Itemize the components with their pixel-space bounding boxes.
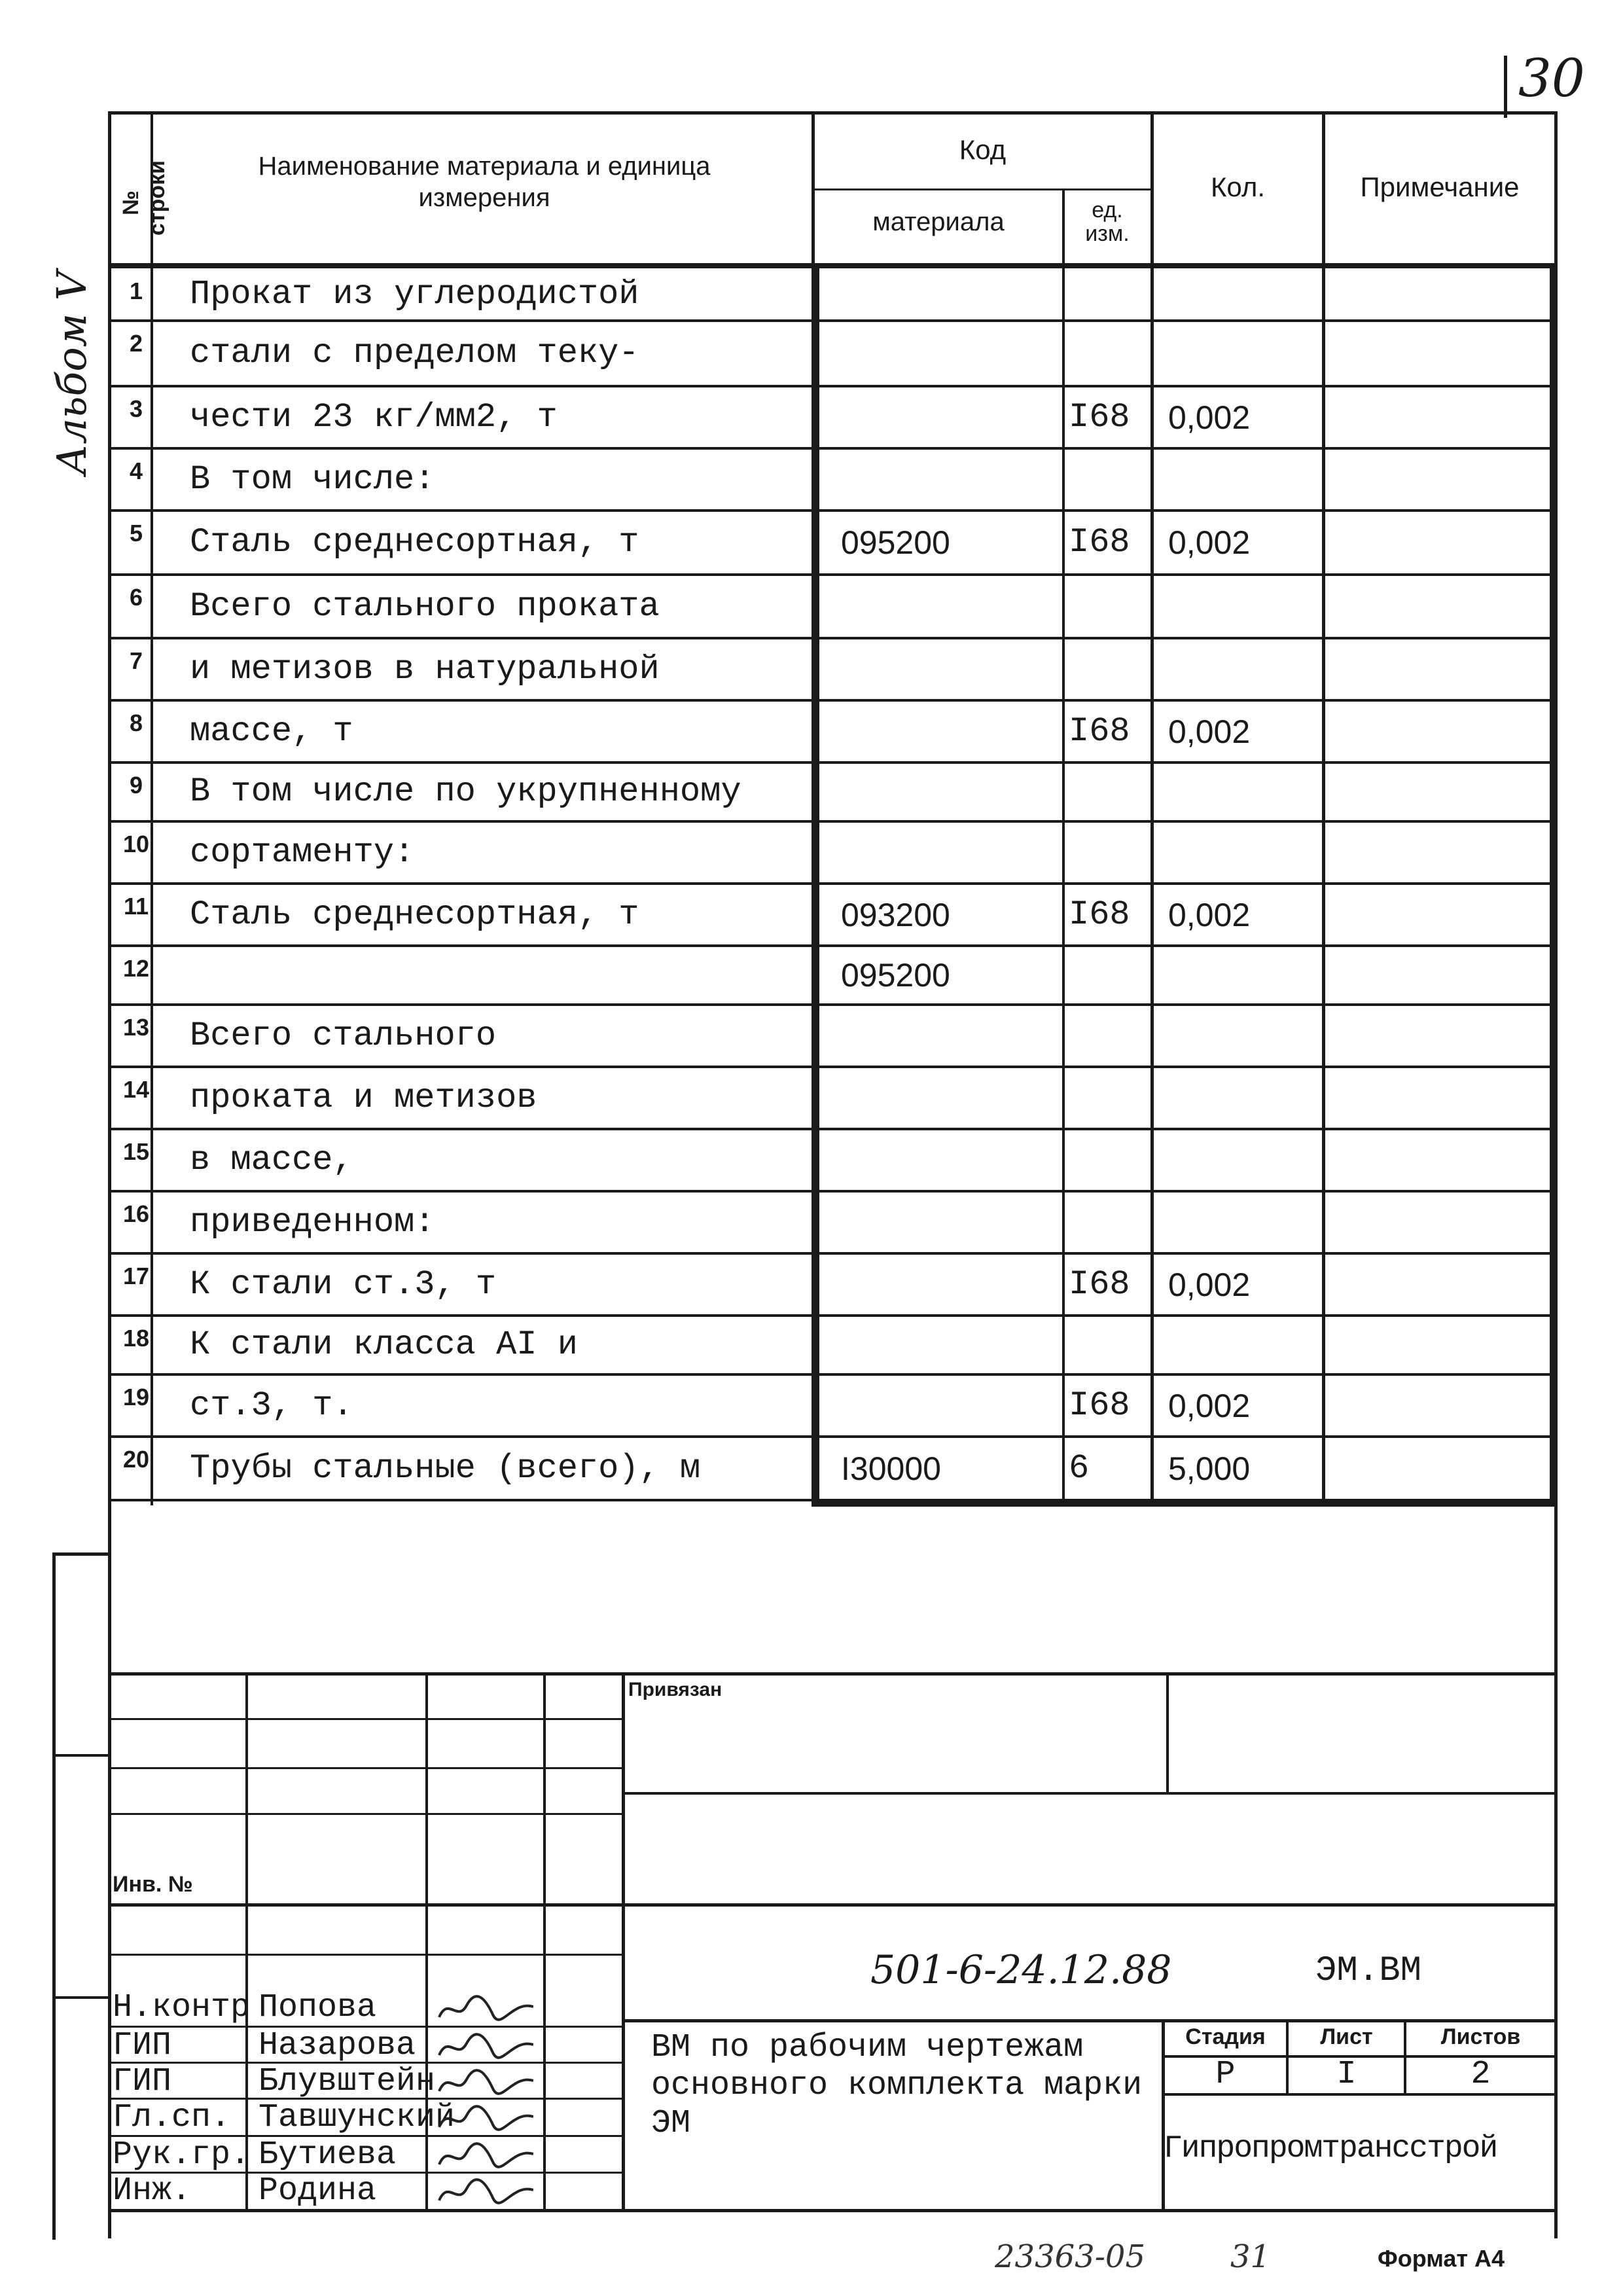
- row-name: стали с пределом теку-: [190, 334, 639, 372]
- row-number: 16: [122, 1200, 150, 1227]
- row-code: 095200: [841, 524, 950, 561]
- staff-name: Тавшунский: [259, 2099, 455, 2136]
- header-row-no: № строки: [118, 160, 169, 236]
- doc-title: ВМ по рабочим чертежам основного комплекта марки ЭМ: [651, 2029, 1143, 2142]
- row-unit: I68: [1069, 523, 1130, 562]
- tb-v-sheet: [1286, 2019, 1289, 2094]
- row-number: 5: [129, 520, 143, 547]
- row-number: 20: [122, 1446, 150, 1473]
- staff-role: Инж.: [113, 2172, 192, 2210]
- header-name: Наименование материала и единица измерения: [258, 152, 711, 212]
- row-number: 14: [122, 1076, 150, 1103]
- stage-value: Р: [1215, 2056, 1236, 2093]
- row-line: [108, 1314, 1558, 1317]
- row-number: 3: [129, 395, 143, 422]
- stub-low: [52, 1996, 111, 1999]
- row-name: Сталь среднесортная, т: [190, 523, 639, 562]
- tb-left-line-2: [108, 1767, 625, 1769]
- row-unit: I68: [1069, 1265, 1130, 1304]
- row-name: проката и метизов: [190, 1078, 537, 1117]
- row-name: в массе,: [190, 1140, 353, 1179]
- row-code: 093200: [841, 896, 950, 933]
- row-unit: I68: [1069, 1386, 1130, 1425]
- row-qty: 0,002: [1168, 524, 1251, 561]
- row-number: 15: [122, 1138, 150, 1165]
- staff-role: Гл.сп.: [113, 2099, 231, 2136]
- header-qty: Кол.: [1210, 171, 1266, 202]
- tb-left-line-3: [108, 1813, 625, 1815]
- tb-v-4: [622, 1672, 625, 2209]
- doc-code: 501-6-24.12.88: [870, 1947, 1172, 1993]
- row-number: 13: [122, 1014, 150, 1041]
- stub-left: [52, 1552, 56, 2240]
- staff-name: Блувштейн: [259, 2063, 436, 2100]
- tb-line-stage-bottom: [1162, 2093, 1558, 2096]
- archive-stamp-page: 31: [1230, 2238, 1271, 2275]
- row-name: К стали ст.3, т: [190, 1265, 497, 1304]
- row-line: [108, 944, 1558, 947]
- signature: [435, 2101, 533, 2134]
- row-number: 6: [129, 584, 143, 611]
- row-line: [108, 882, 1558, 885]
- row-name: Прокат из углеродистой: [190, 275, 639, 314]
- stub-top: [52, 1552, 111, 1556]
- row-name: сортаменту:: [190, 833, 415, 872]
- page-number-bar: [1504, 56, 1507, 118]
- row-line: [108, 1435, 1558, 1438]
- row-number: 8: [129, 709, 143, 736]
- header-note: Примечание: [1360, 171, 1520, 202]
- row-name: массе, т: [190, 711, 353, 751]
- row-qty: 0,002: [1168, 713, 1251, 750]
- row-name: В том числе по укрупненному: [190, 772, 741, 811]
- tb-v-privyazan: [1166, 1672, 1169, 1793]
- row-unit: I68: [1069, 711, 1130, 751]
- row-number: 4: [129, 457, 143, 484]
- tb-left-line-4: [108, 1954, 625, 1956]
- tb-v-1: [245, 1672, 248, 2209]
- stub-mid: [52, 1754, 111, 1757]
- format-label: Формат А4: [1378, 2245, 1505, 2272]
- row-name: Всего стального проката: [190, 586, 660, 626]
- header-bottom-border: [108, 263, 1558, 268]
- page-number: 30: [1518, 48, 1585, 109]
- row-code: I30000: [841, 1450, 941, 1487]
- header-code: Код: [959, 134, 1007, 165]
- staff-name: Назарова: [259, 2027, 416, 2064]
- row-line: [108, 385, 1558, 387]
- frame-left-border: [108, 111, 111, 2238]
- row-line: [108, 1128, 1558, 1130]
- row-name: В том числе:: [190, 459, 435, 499]
- tb-v-3: [543, 1672, 546, 2209]
- row-number: 9: [129, 772, 143, 798]
- row-line: [108, 573, 1558, 576]
- row-number: 17: [122, 1263, 150, 1289]
- row-name: и метизов в натуральной: [190, 649, 660, 689]
- tb-line-privyazan-bottom: [622, 1792, 1558, 1795]
- row-qty: 0,002: [1168, 1387, 1251, 1424]
- org-name: Гипропромтрансстрой: [1164, 2131, 1497, 2166]
- data-frame-left: [812, 263, 819, 1507]
- row-line: [108, 820, 1558, 823]
- row-number: 2: [129, 330, 143, 357]
- staff-name: Бутиева: [259, 2136, 397, 2174]
- row-line: [108, 509, 1558, 512]
- row-unit: I68: [1069, 895, 1130, 934]
- row-line: [108, 699, 1558, 702]
- row-line: [108, 1066, 1558, 1068]
- row-code: 095200: [841, 957, 950, 994]
- staff-role: ГИП: [113, 2063, 172, 2100]
- row-qty: 5,000: [1168, 1450, 1251, 1487]
- header-code-unit: ед. изм.: [1085, 198, 1130, 246]
- signature: [435, 2065, 533, 2098]
- row-number: 1: [129, 278, 143, 304]
- staff-role: ГИП: [113, 2027, 172, 2064]
- signature: [435, 1991, 533, 2024]
- row-unit: I68: [1069, 397, 1130, 437]
- header-code-material: материала: [872, 207, 1005, 236]
- row-number: 11: [123, 893, 149, 920]
- row-line: [108, 637, 1558, 639]
- row-name: Сталь среднесортная, т: [190, 895, 639, 934]
- table-top-border: [108, 111, 1558, 115]
- staff-name: Родина: [259, 2172, 377, 2210]
- tb-v-sheets: [1404, 2019, 1406, 2094]
- row-number: 19: [122, 1384, 150, 1410]
- row-line: [108, 1373, 1558, 1376]
- row-name: чести 23 кг/мм2, т: [190, 397, 558, 437]
- sheets-label: Листов: [1440, 2024, 1521, 2049]
- row-line: [108, 319, 1558, 322]
- row-line: [108, 1499, 1558, 1501]
- sheets-value: 2: [1471, 2056, 1491, 2093]
- album-label: Альбом V: [48, 271, 96, 475]
- row-number: 12: [122, 955, 150, 982]
- staff-role: Рук.гр.: [113, 2136, 251, 2174]
- row-name: Трубы стальные (всего), м: [190, 1448, 701, 1488]
- row-line: [108, 1252, 1558, 1255]
- sheet-value: I: [1336, 2056, 1357, 2093]
- privyazan-label: Привязан: [628, 1679, 722, 1700]
- tb-left-line-1: [108, 1718, 625, 1720]
- row-qty: 0,002: [1168, 1266, 1251, 1303]
- stage-label: Стадия: [1185, 2024, 1266, 2049]
- data-frame-right: [1550, 263, 1558, 1507]
- row-number: 10: [122, 831, 150, 857]
- signature: [435, 2174, 533, 2207]
- signature: [435, 2029, 533, 2062]
- archive-stamp: 23363-05: [995, 2238, 1145, 2275]
- tb-top-line: [108, 1672, 1558, 1676]
- staff-name: Попова: [259, 1989, 377, 2026]
- row-number: 7: [129, 647, 143, 674]
- row-line: [108, 761, 1558, 764]
- row-line: [108, 1003, 1558, 1006]
- row-name: приведенном:: [190, 1202, 435, 1242]
- row-name: ст.3, т.: [190, 1386, 353, 1425]
- doc-mark: ЭМ.ВМ: [1315, 1951, 1422, 1991]
- row-qty: 0,002: [1168, 399, 1251, 436]
- row-name: Всего стального: [190, 1016, 497, 1055]
- row-line: [108, 1190, 1558, 1193]
- sheet-label: Лист: [1320, 2024, 1373, 2049]
- inv-no-label: Инв. №: [113, 1872, 193, 1897]
- row-unit: 6: [1069, 1448, 1090, 1488]
- tb-line-code-bottom: [622, 2019, 1558, 2022]
- tb-line-inv: [108, 1903, 1558, 1907]
- staff-role: Н.контр: [113, 1989, 251, 2026]
- row-line: [108, 447, 1558, 450]
- row-qty: 0,002: [1168, 896, 1251, 933]
- code-subheader-line: [812, 188, 1152, 190]
- row-name: К стали класса AI и: [190, 1325, 578, 1364]
- row-number: 18: [122, 1325, 150, 1352]
- signature: [435, 2138, 533, 2171]
